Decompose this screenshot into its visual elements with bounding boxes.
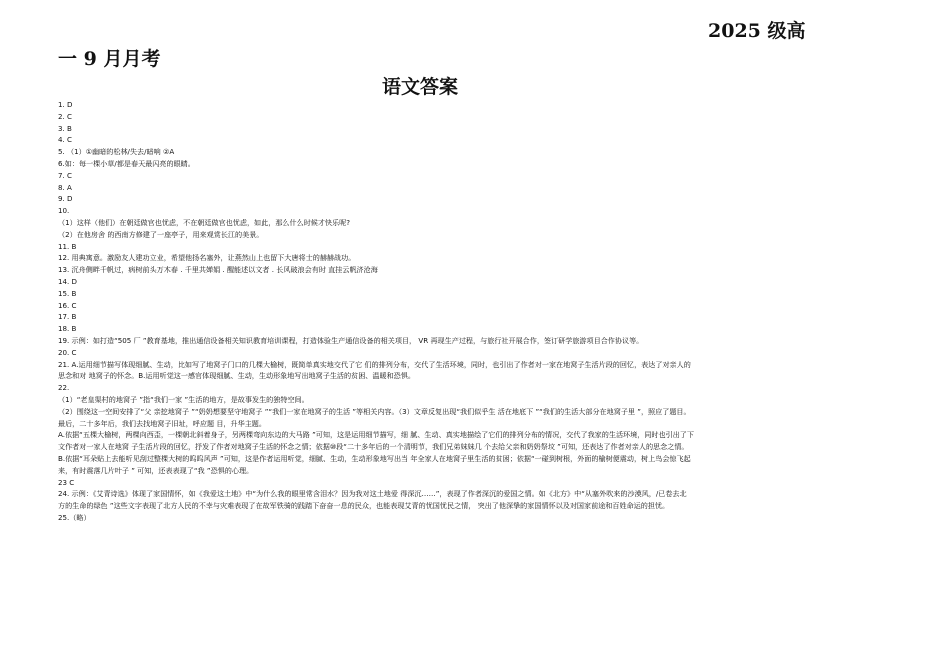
answer-line: 25.（略） — [58, 512, 91, 522]
answer-line: B.依据“耳朵贴上去能听见刮过整棵大树的呜呜风声 ”可知，这是作者运用听觉，细腻、生动，生动形象地写出当 年全家人在地窝子里生活的贫困；依据“一碰到树根，外面的榆树便震动，树上鸟会惊飞起 — [58, 453, 691, 463]
exam-header: 一 9 月月考 — [58, 48, 161, 70]
answer-line: 文作者对一家人在地窝 子生活片段的回忆，抒发了作者对地窝子生活的怀念之情；依据⑩段“二十多年后的一个清明节，我们兄弟妹妹几 个去给父亲和奶奶祭坟 ”可知，还表达了作者对亲人的思念之情。 — [58, 442, 689, 452]
answer-line: （1）“老皇渠村的地窝子 ”指“我们一家 ”生活的地方，是故事发生的独特空间。 — [58, 394, 309, 404]
answer-line: 5. （1）①幽暗的松林/失去/暗响 ②A — [58, 147, 175, 157]
answer-line: 14. D — [58, 276, 77, 286]
answer-line: 19. 示例：如打造“505 厂 ”教育基地，推出通信设备相关知识教育培训课程，打造体验生产通信设备的相关项目， VR 再现生产过程，与旅行社开展合作，签订研学旅游项目合作协议等。 — [58, 335, 644, 345]
answer-line: 8. A — [58, 182, 72, 192]
answer-line: 21. A.运用细节描写体现细腻、生动，比如写了地窝子门口的几棵大榆树，既简单真实地交代了它 们的排列分布，交代了生活环境，同时，也引出了作者对一家在地窝子生活片段的回忆，表达了对亲人的 — [58, 359, 691, 369]
answer-line: 7. C — [58, 170, 72, 180]
answer-line: 来，有时震落几片叶子 ” 可知，还表表现了“我 ”恐惧的心理。 — [58, 465, 254, 475]
answer-line: 16. C — [58, 300, 77, 310]
answer-line: 12. 用典寓意。激励友人建功立业，希望他扬名塞外，让燕然山上也留下大唐将士的赫赫战功。 — [58, 253, 356, 263]
answer-line: 17. B — [58, 312, 77, 322]
answer-line: 18. B — [58, 324, 77, 334]
answer-line: 4. C — [58, 135, 72, 145]
answer-line: 3. B — [58, 123, 72, 133]
answer-line: 23 C — [58, 477, 75, 487]
answer-line: 最后，二十多年后，我们去找地窝子旧址，呼应题 目，升华主题。 — [58, 418, 266, 428]
grade-header: 2025 级高 — [708, 20, 806, 42]
answer-line: 10. — [58, 206, 70, 216]
page-title: 语文答案 — [381, 76, 458, 98]
answer-line: （1）这样（他们）在朝廷做官也忧虑，不在朝廷做官也忧虑，如此，那么什么时候才快乐呢? — [58, 217, 351, 227]
answer-line: 22. — [58, 383, 70, 393]
answer-line: 20. C — [58, 347, 77, 357]
answer-line: 11. B — [58, 241, 77, 251]
answer-line: 方的生命的绿色 ”这些文字表现了北方人民的不幸与灾难表现了在故军铁骑的践踏下奋奋一息的民众，也能表现艾青的忧国忧民之情， 突出了他深挚的家国情怀以及对国家前途和百姓命运的担忧。 — [58, 501, 670, 511]
answer-line: 15. B — [58, 288, 77, 298]
answer-list — [58, 99, 808, 524]
answer-line: 24. 示例：《艾青诗选》体现了家国情怀，如《我爱这土地》中“为什么我的眼里常含泪水？因为我对这土地爱 得深沉……”，表现了作者深沉的爱国之情。如《北方》中“从塞外吹来的沙漠风，/已卷去北 — [58, 489, 687, 499]
answer-line: 1. D — [58, 100, 73, 109]
answer-line: A.依据“五棵大榆树，两棵向西歪，一棵朝北斜着身子，另两棵弯向东边的大马路 ”可知，这是运用细节描写，细 腻、生动、真实地描绘了它们的排列分布的情况，交代了我家的生活环境，同时也引出了下 — [58, 430, 694, 440]
answer-line: 2. C — [58, 111, 72, 121]
answer-line: 思念和对 地窝子的怀念。B.运用听觉这一感官体现细腻、生动，生动形象地写出地窝子生活的贫困、温暖和恐惧。 — [58, 371, 415, 381]
answer-line: 9. D — [58, 194, 73, 204]
answer-line: 6.如：每一棵小草/都是春天最闪亮的眼睛。 — [58, 158, 195, 168]
answer-line: （2）围绕这一空间安排了“父 亲挖地窝子 ”“奶奶想要坚守地窝子 ”“我们一家在地窝子的生活 ”等相关内容。（3）文章反复出现“我们似乎生 活在地底下 ”“我们的生活大部分在地窝子里 ”，照应了题目。 — [58, 406, 691, 416]
answer-line: （2）在他房舍 的西南方修建了一座亭子，用来观赏长江的美景。 — [58, 229, 264, 239]
answer-line: 13. 沉舟侧畔千帆过，病树前头万木春 . 千里共婵娟 . 醒能述以文者 . 长风破浪会有时 直挂云帆济沧海 — [58, 265, 378, 275]
